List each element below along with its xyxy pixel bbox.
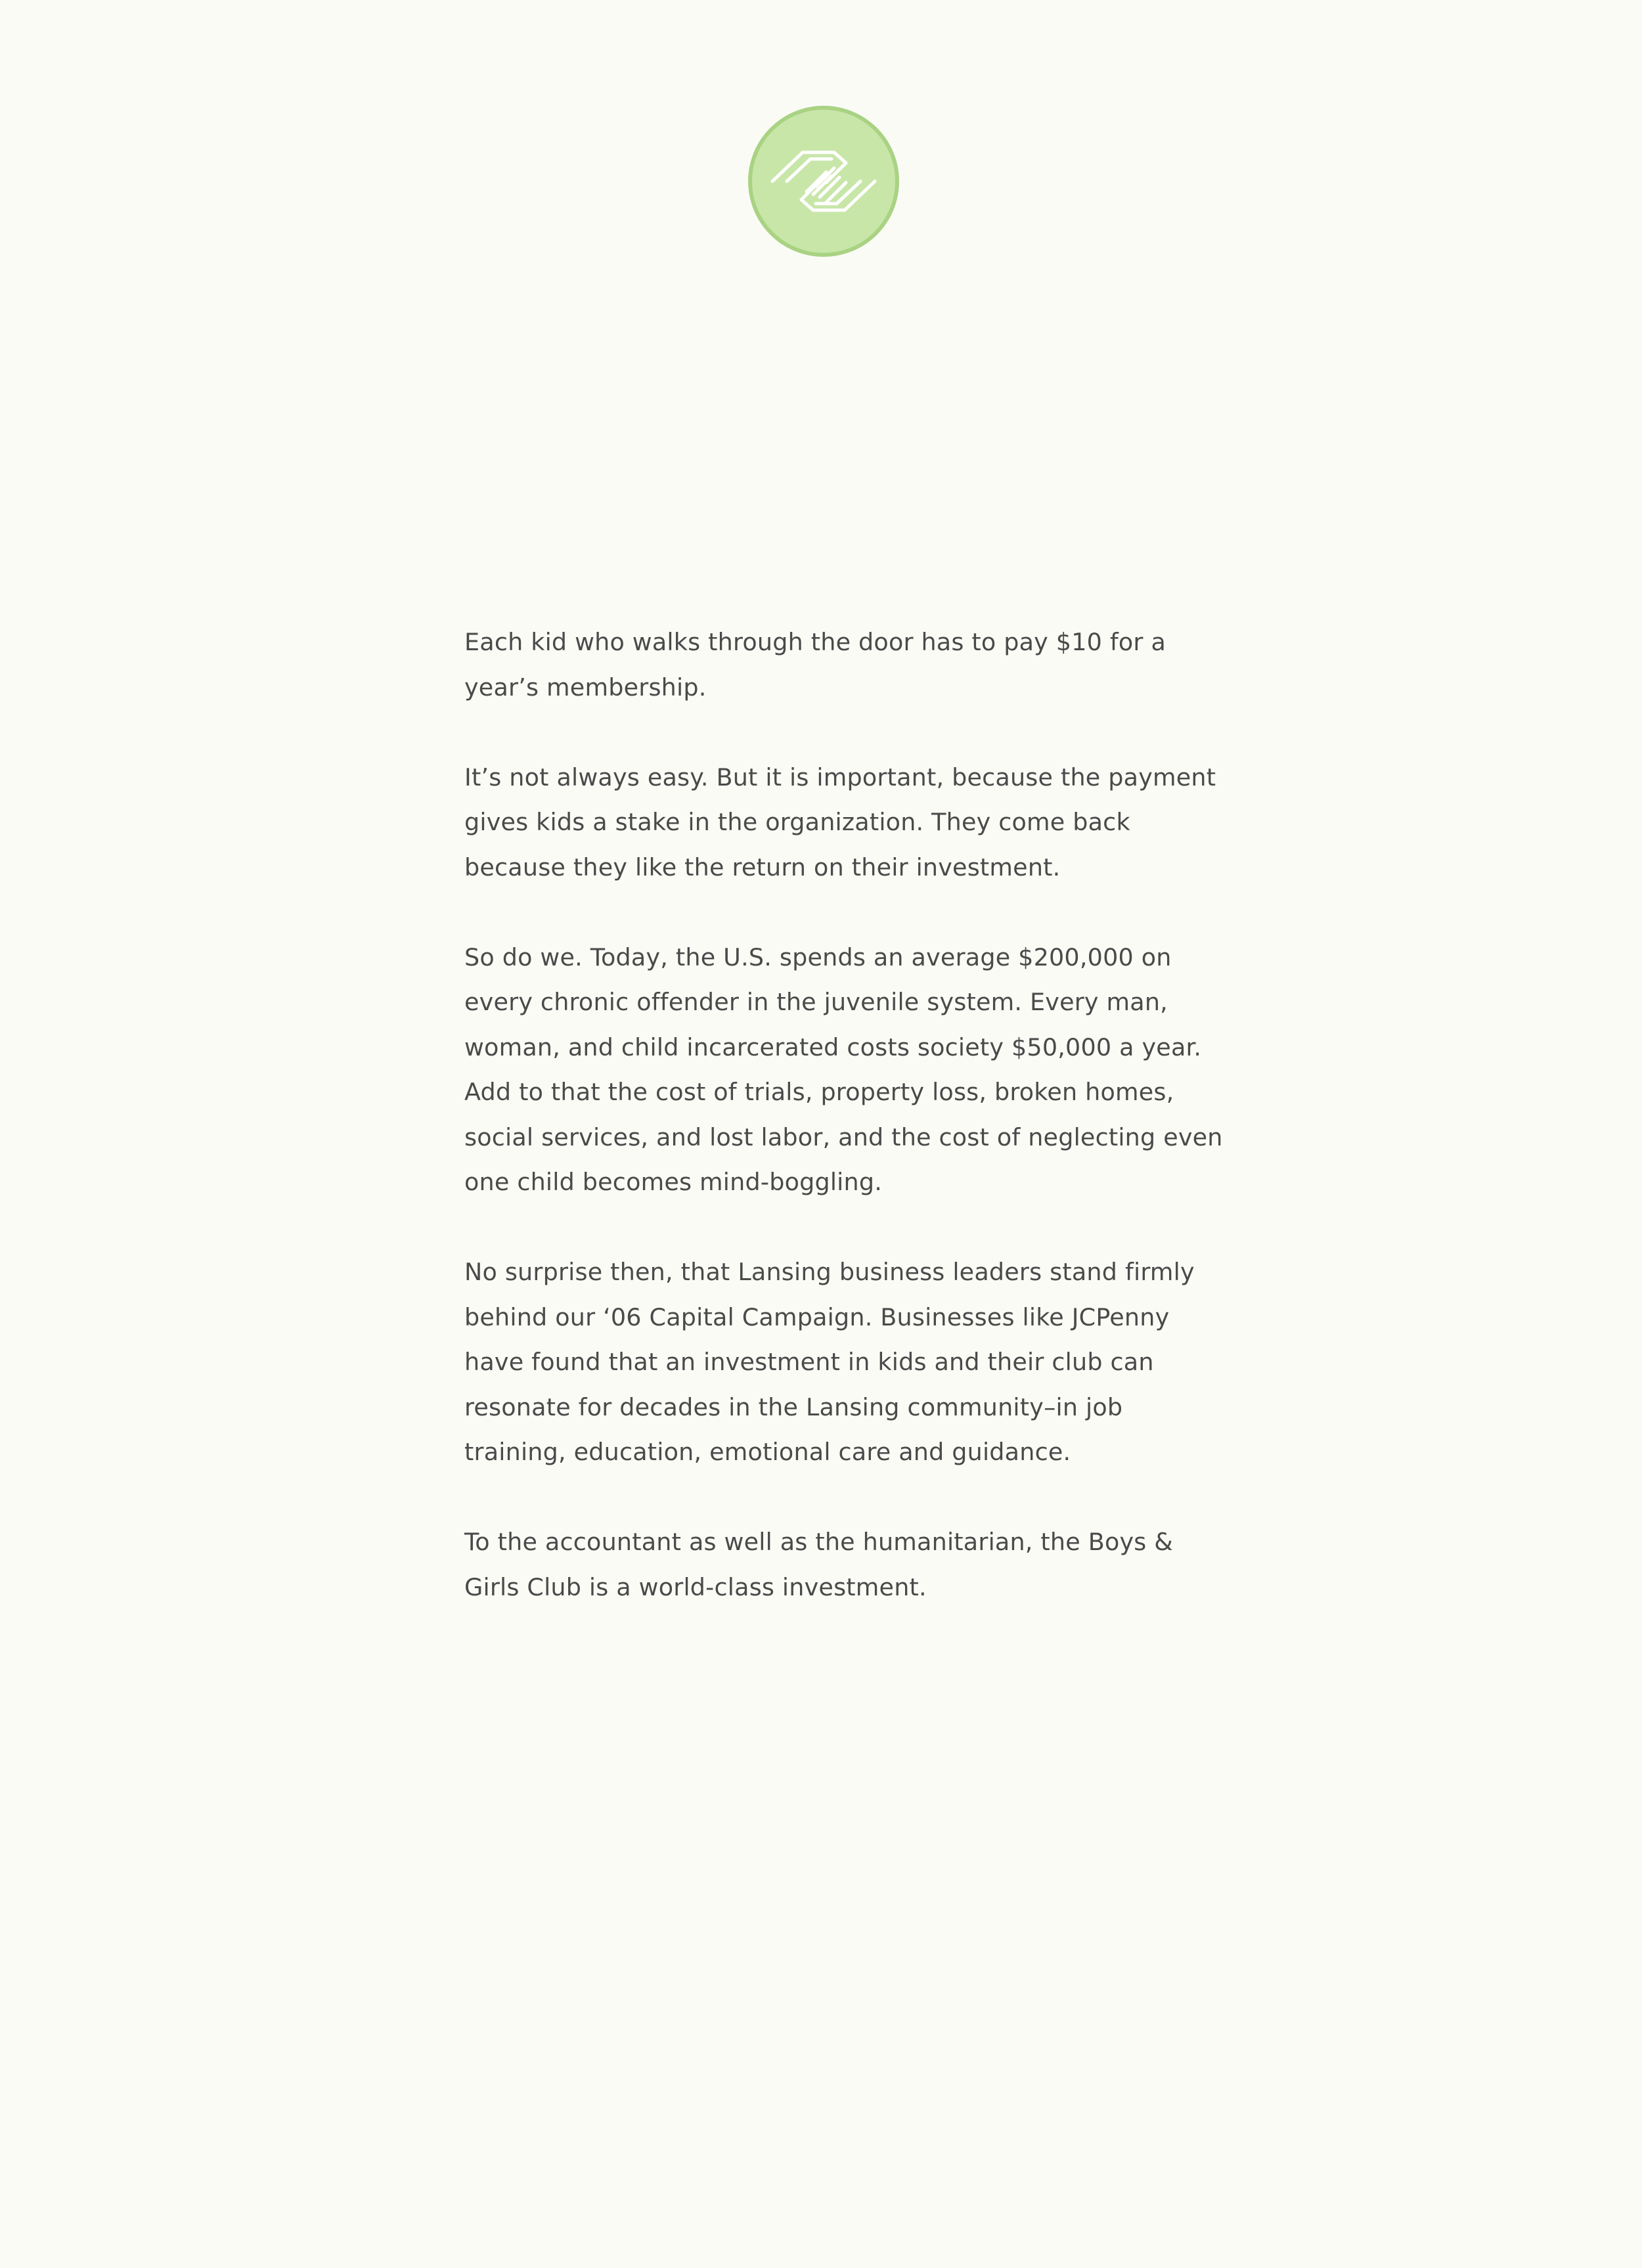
clasped-hands-logo	[747, 105, 900, 257]
paragraph-investment: To the accountant as well as the humanitarian, the Boys & Girls Club is a world-class investment.	[464, 1528, 1173, 1601]
paragraph-cost: So do we. Today, the U.S. spends an average $200,000 on every chronic offender in the juvenile system. Every man, woman, and child incarcerated costs society $50,000 a year. Add to that the cost of trials, property loss, broken homes, social services, and lost labor, and the cost of neglecting even one child becomes mind-boggling.	[464, 943, 1223, 1196]
paragraph-stake: It’s not always easy. But it is important, because the payment gives kids a stake in the organization. They come back because they like the return on their investment.	[464, 763, 1216, 881]
paragraph-membership: Each kid who walks through the door has to pay $10 for a year’s membership.	[464, 628, 1166, 701]
body-copy	[464, 620, 1226, 1610]
clasped-hands-icon	[747, 105, 900, 257]
paragraph-campaign: No surprise then, that Lansing business leaders stand firmly behind our ‘06 Capital Campaign. Businesses like JCPenny have found that an investment in kids and their club can resonate for decades in the Lansing community–in job training, education, emotional care and guidance.	[464, 1258, 1195, 1466]
